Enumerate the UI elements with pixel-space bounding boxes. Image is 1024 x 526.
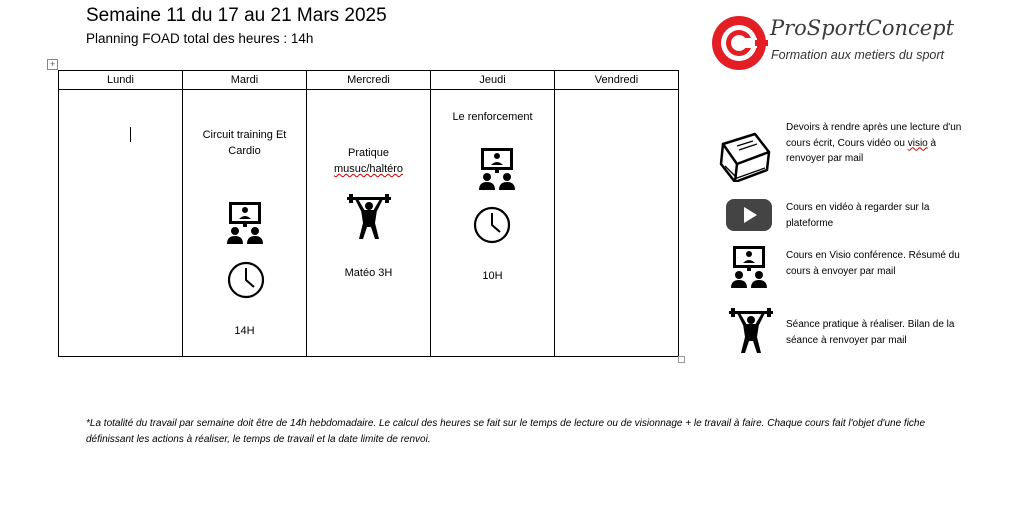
mercredi-activity-detail: musuc/haltéro: [333, 163, 404, 175]
day-header: Mardi: [183, 71, 307, 90]
cell-jeudi[interactable]: [431, 90, 555, 357]
text-cursor: [130, 127, 131, 142]
video-play-icon: [725, 198, 773, 232]
footnote-line: *La totalité du travail par semaine doit être de 14h hebdomadaire. Le calcul des heures se fait sur le temps de lecture ou de visionnage + le travail à faire. Chaque cours fait l'objet d'une fiche: [86, 418, 926, 429]
planning-table: [58, 70, 679, 357]
logo-name: ProSportConcept: [770, 16, 955, 40]
day-header: Vendredi: [555, 71, 679, 90]
mercredi-trainer: Matéo 3H: [344, 267, 393, 279]
logo-tagline: Formation aux metiers du sport: [771, 48, 944, 62]
legend-text: Devoirs à rendre après une lecture d'un cours écrit, Cours vidéo ou visio à renvoyer par mail: [786, 122, 962, 164]
table-row: [59, 90, 679, 357]
legend-item-visio: [712, 245, 1012, 305]
weightlifter-icon: [347, 194, 391, 240]
clock-icon: [473, 206, 511, 244]
page-subtitle: Planning FOAD total des heures : 14h: [86, 31, 314, 46]
jeudi-activity: Le renforcement: [452, 111, 533, 123]
mardi-hours: 14H: [234, 325, 255, 337]
legend-item-pratique: [712, 308, 1012, 368]
cell-vendredi[interactable]: [555, 90, 679, 357]
clock-icon: [227, 261, 265, 299]
day-header: Mercredi: [307, 71, 431, 90]
table-header-row: [59, 71, 679, 90]
jeudi-hours: 10H: [482, 270, 503, 282]
day-header: Jeudi: [431, 71, 555, 90]
visio-icon: [477, 147, 517, 191]
legend-text: Cours en Visio conférence. Résumé du cours à envoyer par mail: [786, 250, 960, 277]
visio-icon: [225, 201, 265, 245]
legend-text: Séance pratique à réaliser. Bilan de la séance à renvoyer par mail: [786, 319, 955, 346]
visio-icon: [729, 245, 769, 289]
logo: [710, 14, 1010, 74]
page-title: Semaine 11 du 17 au 21 Mars 2025: [86, 5, 387, 26]
mercredi-activity: Pratique: [348, 147, 389, 159]
day-header: Lundi: [59, 71, 183, 90]
footnote: [86, 416, 946, 447]
cell-lundi[interactable]: [59, 90, 183, 357]
cell-mardi[interactable]: [183, 90, 307, 357]
legend-item-devoirs: [712, 120, 1012, 180]
mardi-activity: Circuit training Et Cardio: [202, 129, 287, 157]
book-icon: [717, 130, 773, 182]
weightlifter-icon: [729, 308, 773, 354]
cell-mercredi[interactable]: [307, 90, 431, 357]
logo-mark-icon: [710, 14, 768, 72]
table-move-handle[interactable]: +: [47, 59, 58, 70]
legend-text: Cours en vidéo à regarder sur la plateforme: [786, 202, 930, 229]
footnote-line: définissant les actions à réaliser, le temps de travail et la date limite de renvoi.: [86, 433, 431, 445]
table-resize-handle[interactable]: [678, 356, 685, 363]
